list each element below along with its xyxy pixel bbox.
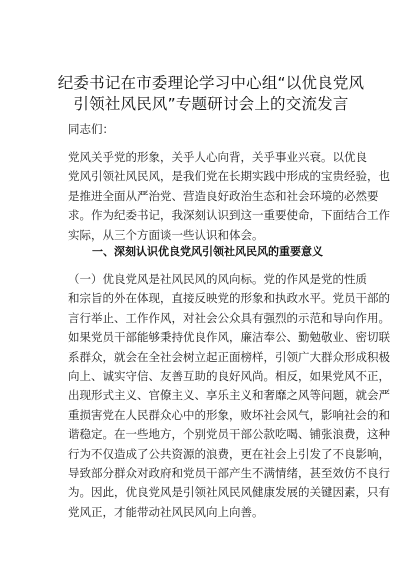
paragraph-line: 言行举止、工作作风，对社会公众具有强烈的示范和导向作用。 — [68, 310, 390, 325]
paragraph-line: （一）优良党风是社风民风的风向标。党的作风是党的性质 — [68, 272, 367, 286]
section-paragraph — [68, 270, 390, 522]
paragraph-line: 为。因此，优良党风是引领社风民风健康发展的关键因素，只有 — [68, 485, 390, 500]
paragraph-line: 重损害党在人民群众心中的形象，败坏社会风气，影响社会的和 — [68, 407, 390, 422]
salutation: 同志们： — [68, 122, 114, 136]
paragraph-line: 党风引领社风民风，是我们党在长期实践中形成的宝贵经验，也 — [68, 169, 390, 184]
paragraph-line: 出现形式主义、官僚主义、享乐主义和奢靡之风等问题，就会严 — [68, 388, 390, 403]
paragraph-line: 如果党员干部能够秉持优良作风，廉洁奉公、勤勉敬业、密切联 — [68, 330, 390, 345]
paragraph-line: 党风正，才能带动社风民风向上向善。 — [68, 504, 264, 519]
paragraph-line: 系群众，就会在全社会树立起正面榜样，引领广大群众形成积极 — [68, 349, 390, 364]
paragraph-line: 实际，从三个方面谈一些认识和体会。 — [68, 227, 264, 242]
paragraph-line: 是推进全面从严治党、营造良好政治生态和社会环境的必然要 — [68, 188, 379, 203]
paragraph-line: 向上、诚实守信、友善互助的良好风尚。相反，如果党风不正， — [68, 369, 390, 384]
paragraph-line: 行为不仅造成了公共资源的浪费，更在社会上引发了不良影响， — [68, 446, 390, 461]
title-line: 纪委书记在市委理论学习中心组“以优良党风 — [57, 74, 365, 92]
paragraph-line: 导致部分群众对政府和党员干部产生不满情绪，甚至效仿不良行 — [68, 466, 390, 481]
section-heading: 一、深刻认识优良党风引领社风民风的重要意义 — [92, 245, 323, 258]
paragraph-line: 谐稳定。在一些地方，个别党员干部公款吃喝、铺张浪费，这种 — [68, 427, 390, 442]
intro-paragraph — [68, 148, 390, 245]
paragraph-line: 和宗旨的外在体现，直接反映党的形象和执政水平。党员干部的 — [68, 291, 390, 306]
document-title — [46, 73, 376, 115]
paragraph-line: 党风关乎党的形象，关乎人心向背，关乎事业兴衰。以优良 — [68, 150, 367, 164]
paragraph-line: 求。作为纪委书记，我深刻认识到这一重要使命，下面结合工作 — [68, 208, 390, 223]
title-line: 引领社风民风”专题研讨会上的交流发言 — [73, 95, 349, 113]
